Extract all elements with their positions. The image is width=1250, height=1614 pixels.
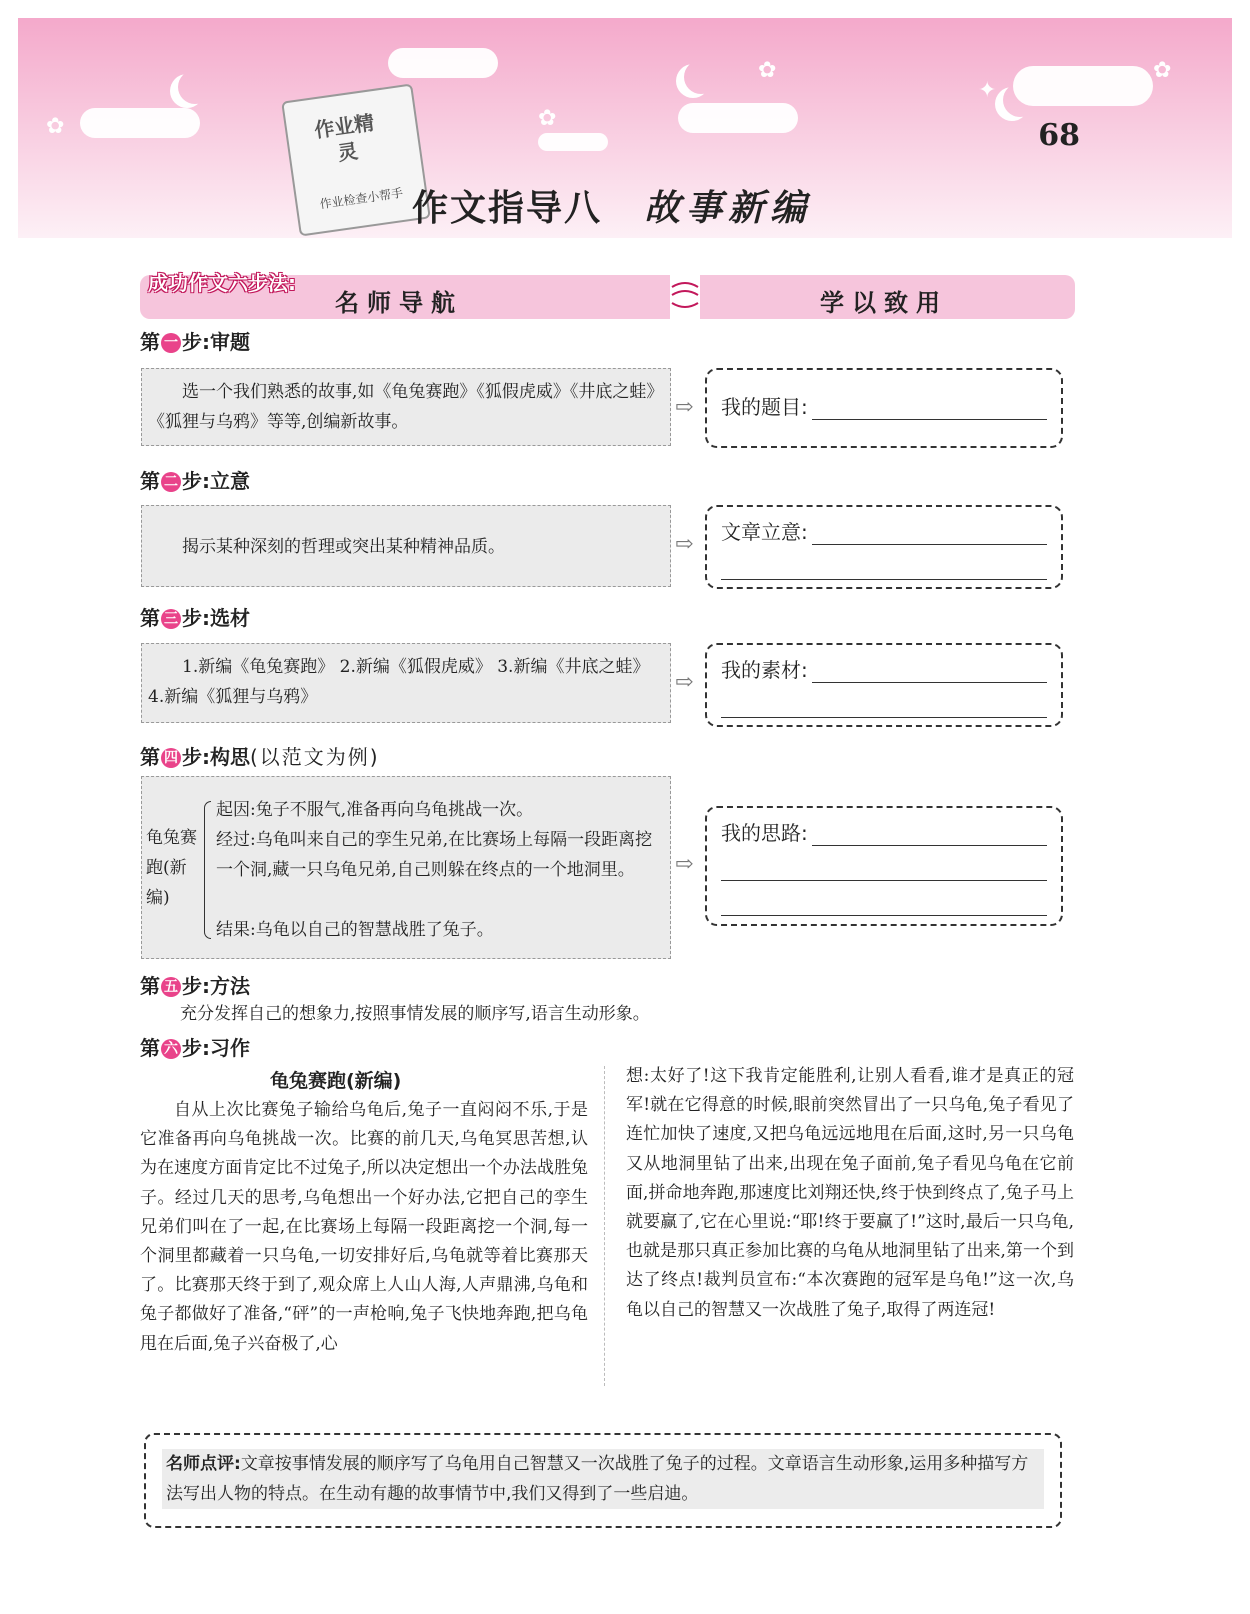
star-icon: ✿ (758, 58, 777, 83)
step-6-heading: 第 六 步:习作 (140, 1036, 250, 1060)
step-number-badge: 三 (161, 609, 181, 629)
essay-left-column: 自从上次比赛兔子输给乌龟后,兔子一直闷闷不乐,于是它准备再向乌龟挑战一次。比赛的前几天,乌龟冥思苦想,认为在速度方面肯定比不过兔子,所以决定想出一个办法战胜兔子。经过几天的思考,乌龟想出一个好办法,它把自己的孪生兄弟们叫在了一起,在比赛场上每隔一段距离挖一个洞,每一个洞里都藏着一只乌龟,一切安排好后,乌龟就等着比赛那天了。比赛那天终于到了,观众席上人山人海,人声鼎沸,乌龟和兔子都做好了准备,“砰”的一声枪响,兔子飞快地奔跑,把乌龟甩在后面,兔子兴奋极了,心 (140, 1100, 588, 1354)
arrow-icon: ⇨ (675, 670, 694, 695)
page-number: 68 (1038, 118, 1080, 153)
essay-title: 龟兔赛跑(新编) (270, 1070, 402, 1092)
cloud-decoration (388, 48, 498, 78)
arrow-icon: ⇨ (675, 395, 694, 420)
waves-icon (670, 279, 700, 315)
outline-label: 龟兔赛跑(新编) (146, 828, 197, 908)
step-number-badge: 一 (161, 333, 181, 353)
moon-icon (1003, 83, 1037, 117)
intent-write-box (705, 505, 1063, 589)
step-2-heading: 第 二 步:立意 (140, 469, 250, 493)
star-icon: ✿ (1153, 58, 1172, 83)
logo-badge (281, 83, 431, 236)
topic-input-line[interactable] (812, 397, 1047, 420)
intent-label: 文章立意: (721, 520, 808, 544)
star-icon: ✿ (538, 106, 557, 131)
step-3-heading: 第 三 步:选材 (140, 606, 250, 630)
outline-cause: 起因:兔子不服气,准备再向乌龟挑战一次。 (216, 800, 534, 820)
step-4-note: (以范文为例) (250, 745, 380, 769)
material-input-line[interactable] (721, 683, 1047, 718)
arrow-icon: ⇨ (675, 852, 694, 877)
idea-write-box (705, 806, 1063, 926)
step-number-badge: 六 (161, 1039, 181, 1059)
arrow-icon: ⇨ (675, 532, 694, 557)
essay-right-column: 想:太好了!这下我肯定能胜利,让别人看看,谁才是真正的冠军!就在它得意的时候,眼前突然冒出了一只乌龟,兔子看见了连忙加快了速度,又把乌龟远远地甩在后面,这时,另一只乌龟又从地洞里钻了出来,出现在兔子面前,兔子看见乌龟在它前面,拼命地奔跑,那速度比刘翔还快,终于快到终点了,兔子马上就要赢了,它在心里说:“耶!终于要赢了!”这时,最后一只乌龟,也就是那只真正参加比赛的乌龟从地洞里钻了出来,第一个到达了终点!裁判员宣布:“本次赛跑的冠军是乌龟!”这一次,乌龟以自己的智慧又一次战胜了兔子,取得了两连冠! (626, 1066, 1074, 1320)
cloud-decoration (80, 108, 200, 138)
moon-icon (178, 70, 212, 104)
step-number-badge: 二 (161, 472, 181, 492)
intent-input-line[interactable] (812, 522, 1047, 545)
step-5-text: 充分发挥自己的想象力,按照事情发展的顺序写,语言生动形象。 (180, 1004, 650, 1024)
star-icon: ✦ (978, 78, 997, 103)
review-label: 名师点评: (166, 1454, 241, 1474)
logo-subtext: 作业检查小帮手 (318, 185, 404, 212)
step-number-badge: 五 (161, 977, 181, 997)
idea-input-line[interactable] (721, 846, 1047, 881)
column-divider (604, 1066, 605, 1386)
cloud-decoration (538, 133, 608, 151)
moon-icon (684, 60, 718, 94)
topic-write-box (705, 368, 1063, 448)
teacher-review-box (144, 1433, 1062, 1528)
title-sub: 故事新编 (644, 187, 813, 229)
outline-result: 结果:乌龟以自己的智慧战胜了兔子。 (216, 920, 494, 940)
idea-input-line[interactable] (812, 823, 1047, 846)
practice-heading: 学以致用 (820, 289, 948, 317)
cloud-decoration (678, 103, 798, 133)
step-4-box (141, 776, 671, 959)
idea-label: 我的思路: (721, 821, 808, 845)
step-5-heading: 第 五 步:方法 (140, 974, 250, 998)
idea-input-line[interactable] (721, 881, 1047, 916)
outline-process: 经过:乌龟叫来自己的孪生兄弟,在比赛场上每隔一段距离挖一个洞,藏一只乌龟兄弟,自己则躲在终点的一个地洞里。 (216, 830, 653, 880)
material-input-line[interactable] (812, 660, 1047, 683)
page-title (412, 180, 812, 231)
teacher-guide-heading: 名师导航 (335, 289, 463, 317)
six-steps-tag: 成功作文六步法: (148, 271, 296, 295)
topic-label: 我的题目: (721, 395, 808, 419)
review-content (162, 1449, 1044, 1509)
title-main: 作文指导八 (412, 188, 603, 229)
logo-text: 作业精灵 (312, 110, 376, 166)
step-1-box: 选一个我们熟悉的故事,如《龟兔赛跑》《狐假虎威》《井底之蛙》《狐狸与乌鸦》等等,创编新故事。 (141, 368, 671, 446)
step-number-badge: 四 (161, 748, 181, 768)
review-text: 文章按事情发展的顺序写了乌龟用自己智慧又一次战胜了兔子的过程。文章语言生动形象,运用多种描写方法写出人物的特点。在生动有趣的故事情节中,我们又得到了一些启迪。 (166, 1454, 1029, 1504)
intent-input-line[interactable] (721, 545, 1047, 580)
step-4-heading: 第 四 步:构思(以范文为例) (140, 745, 380, 769)
six-steps-bar (140, 271, 1075, 319)
material-write-box (705, 643, 1063, 727)
step-3-box: 1.新编《龟兔赛跑》 2.新编《狐假虎威》 3.新编《井底之蛙》 4.新编《狐狸与乌鸦》 (141, 643, 671, 723)
star-icon: ✿ (46, 114, 65, 139)
material-label: 我的素材: (721, 658, 808, 682)
step-2-box: 揭示某种深刻的哲理或突出某种精神品质。 (141, 505, 671, 587)
step-1-heading: 第 一 步:审题 (140, 330, 250, 354)
outline-brace (204, 801, 211, 939)
